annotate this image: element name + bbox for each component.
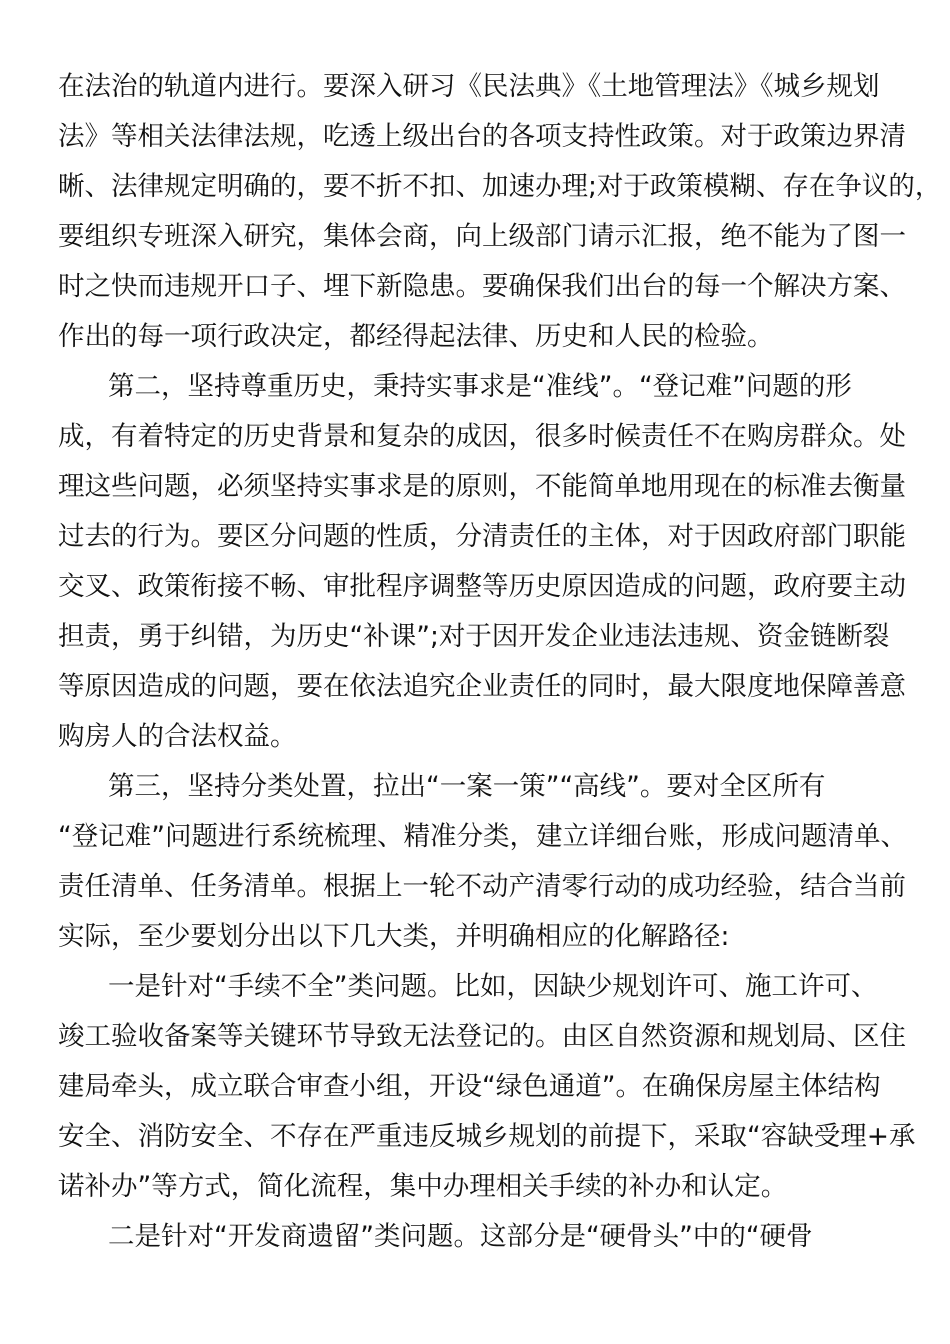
text-line: 作出的每一项行政决定，都经得起法律、历史和人民的检验。 — [58, 321, 774, 352]
text-line: 过去的行为。要区分问题的性质，分清责任的主体，对于因政府部门职能 — [58, 521, 906, 552]
text-line: 诺补办”等方式，简化流程，集中办理相关手续的补办和认定。 — [58, 1171, 788, 1202]
text-line: 购房人的合法权益。 — [58, 721, 297, 752]
text-line: 要组织专班深入研究，集体会商，向上级部门请示汇报，绝不能为了图一 — [58, 221, 906, 252]
text-line: 晰、法律规定明确的，要不折不扣、加速办理;对于政策模糊、存在争议的， — [58, 171, 942, 202]
text-line: 担责，勇于纠错，为历史“补课”;对于因开发企业违法违规、资金链断裂 — [58, 621, 890, 652]
text-line: 交叉、政策衔接不畅、审批程序调整等历史原因造成的问题，政府要主动 — [58, 571, 906, 602]
paragraph-start-line: 一是针对“手续不全”类问题。比如，因缺少规划许可、施工许可、 — [108, 971, 878, 1002]
text-line: 理这些问题，必须坚持实事求是的原则，不能简单地用现在的标准去衡量 — [58, 471, 906, 502]
text-line: 竣工验收备案等关键环节导致无法登记的。由区自然资源和规划局、区住 — [58, 1021, 906, 1052]
text-line: 责任清单、任务清单。根据上一轮不动产清零行动的成功经验，结合当前 — [58, 871, 906, 902]
text-line: 实际，至少要划分出以下几大类，并明确相应的化解路径: — [58, 921, 730, 952]
text-line: 等原因造成的问题，要在依法追究企业责任的同时，最大限度地保障善意 — [58, 671, 906, 702]
text-line: 时之快而违规开口子、埋下新隐患。要确保我们出台的每一个解决方案、 — [58, 271, 906, 302]
text-line: 安全、消防安全、不存在严重违反城乡规划的前提下，采取“容缺受理+承 — [58, 1121, 916, 1152]
text-line: 建局牵头，成立联合审查小组，开设“绿色通道”。在确保房屋主体结构 — [58, 1071, 881, 1102]
text-line: 法》等相关法律法规，吃透上级出台的各项支持性政策。对于政策边界清 — [58, 121, 906, 152]
paragraph-start-line: 第三，坚持分类处置，拉出“一案一策”“高线”。要对全区所有 — [108, 771, 826, 802]
paragraph-start-line: 二是针对“开发商遗留”类问题。这部分是“硬骨头”中的“硬骨 — [108, 1221, 813, 1252]
text-line: “登记难”问题进行系统梳理、精准分类，建立详细台账，形成问题清单、 — [58, 821, 907, 852]
paragraph-start-line: 第二，坚持尊重历史，秉持实事求是“准线”。“登记难”问题的形 — [108, 371, 852, 402]
text-line: 在法治的轨道内进行。要深入研习《民法典》《土地管理法》《城乡规划 — [58, 71, 880, 102]
text-line: 成，有着特定的历史背景和复杂的成因，很多时候责任不在购房群众。处 — [58, 421, 906, 452]
